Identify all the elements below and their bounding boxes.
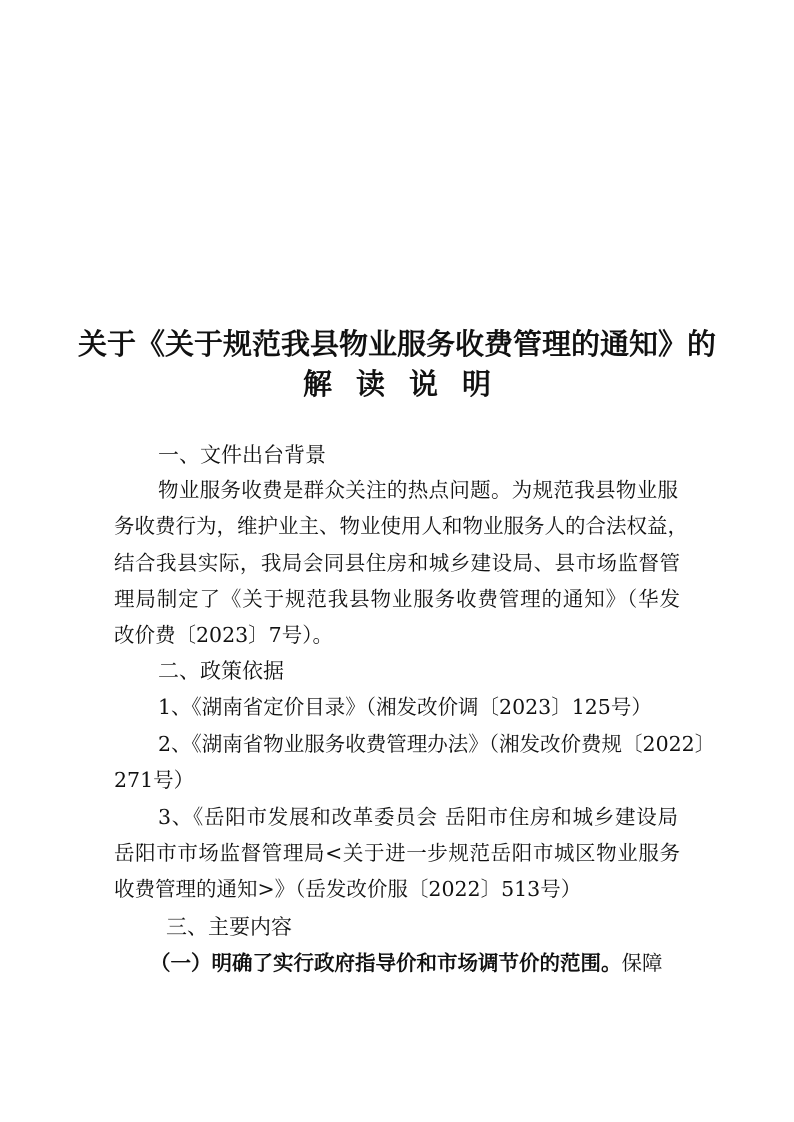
section-1-heading: 一、文件出台背景	[158, 443, 326, 467]
section-1-line-4: 理局制定了《关于规范我县物业服务收费管理的通知》（华发	[114, 587, 680, 611]
section-3-sub-1	[150, 948, 663, 978]
document-title-line-1: 关于《关于规范我县物业服务收费管理的通知》的	[77, 327, 716, 361]
document-title-line-2: 解读说明	[302, 367, 515, 401]
section-3-sub-1-title: （一）明确了实行政府指导价和市场调节价的范围。	[150, 951, 622, 975]
section-3-sub-1-text: 保障	[621, 951, 663, 975]
section-1-line-5: 改价费〔2023〕7号）。	[114, 623, 333, 647]
section-2-item-3-line-3: 收费管理的通知>》（岳发改价服〔2022〕513号）	[114, 877, 582, 901]
section-2-heading: 二、政策依据	[158, 659, 284, 683]
section-1-line-1: 物业服务收费是群众关注的热点问题。为规范我县物业服	[158, 478, 678, 502]
section-3-heading: 三、主要内容	[166, 915, 292, 939]
section-2-item-3-line-2: 岳阳市市场监督管理局<关于进一步规范岳阳市城区物业服务	[114, 841, 680, 865]
section-2-item-2-line-2: 271号）	[114, 768, 195, 792]
section-1-line-2: 务收费行为，维护业主、物业使用人和物业服务人的合法权益，	[114, 514, 688, 538]
section-2-item-3-line-1: 3、《岳阳市发展和改革委员会 岳阳市住房和城乡建设局	[158, 805, 678, 829]
section-2-item-1: 1、《湖南省定价目录》（湘发改价调〔2023〕125号）	[158, 695, 652, 719]
section-2-item-2-line-1: 2、《湖南省物业服务收费管理办法》（湘发改价费规〔2022〕	[158, 732, 716, 756]
section-1-line-3: 结合我县实际，我局会同县住房和城乡建设局、县市场监督管	[114, 551, 680, 575]
